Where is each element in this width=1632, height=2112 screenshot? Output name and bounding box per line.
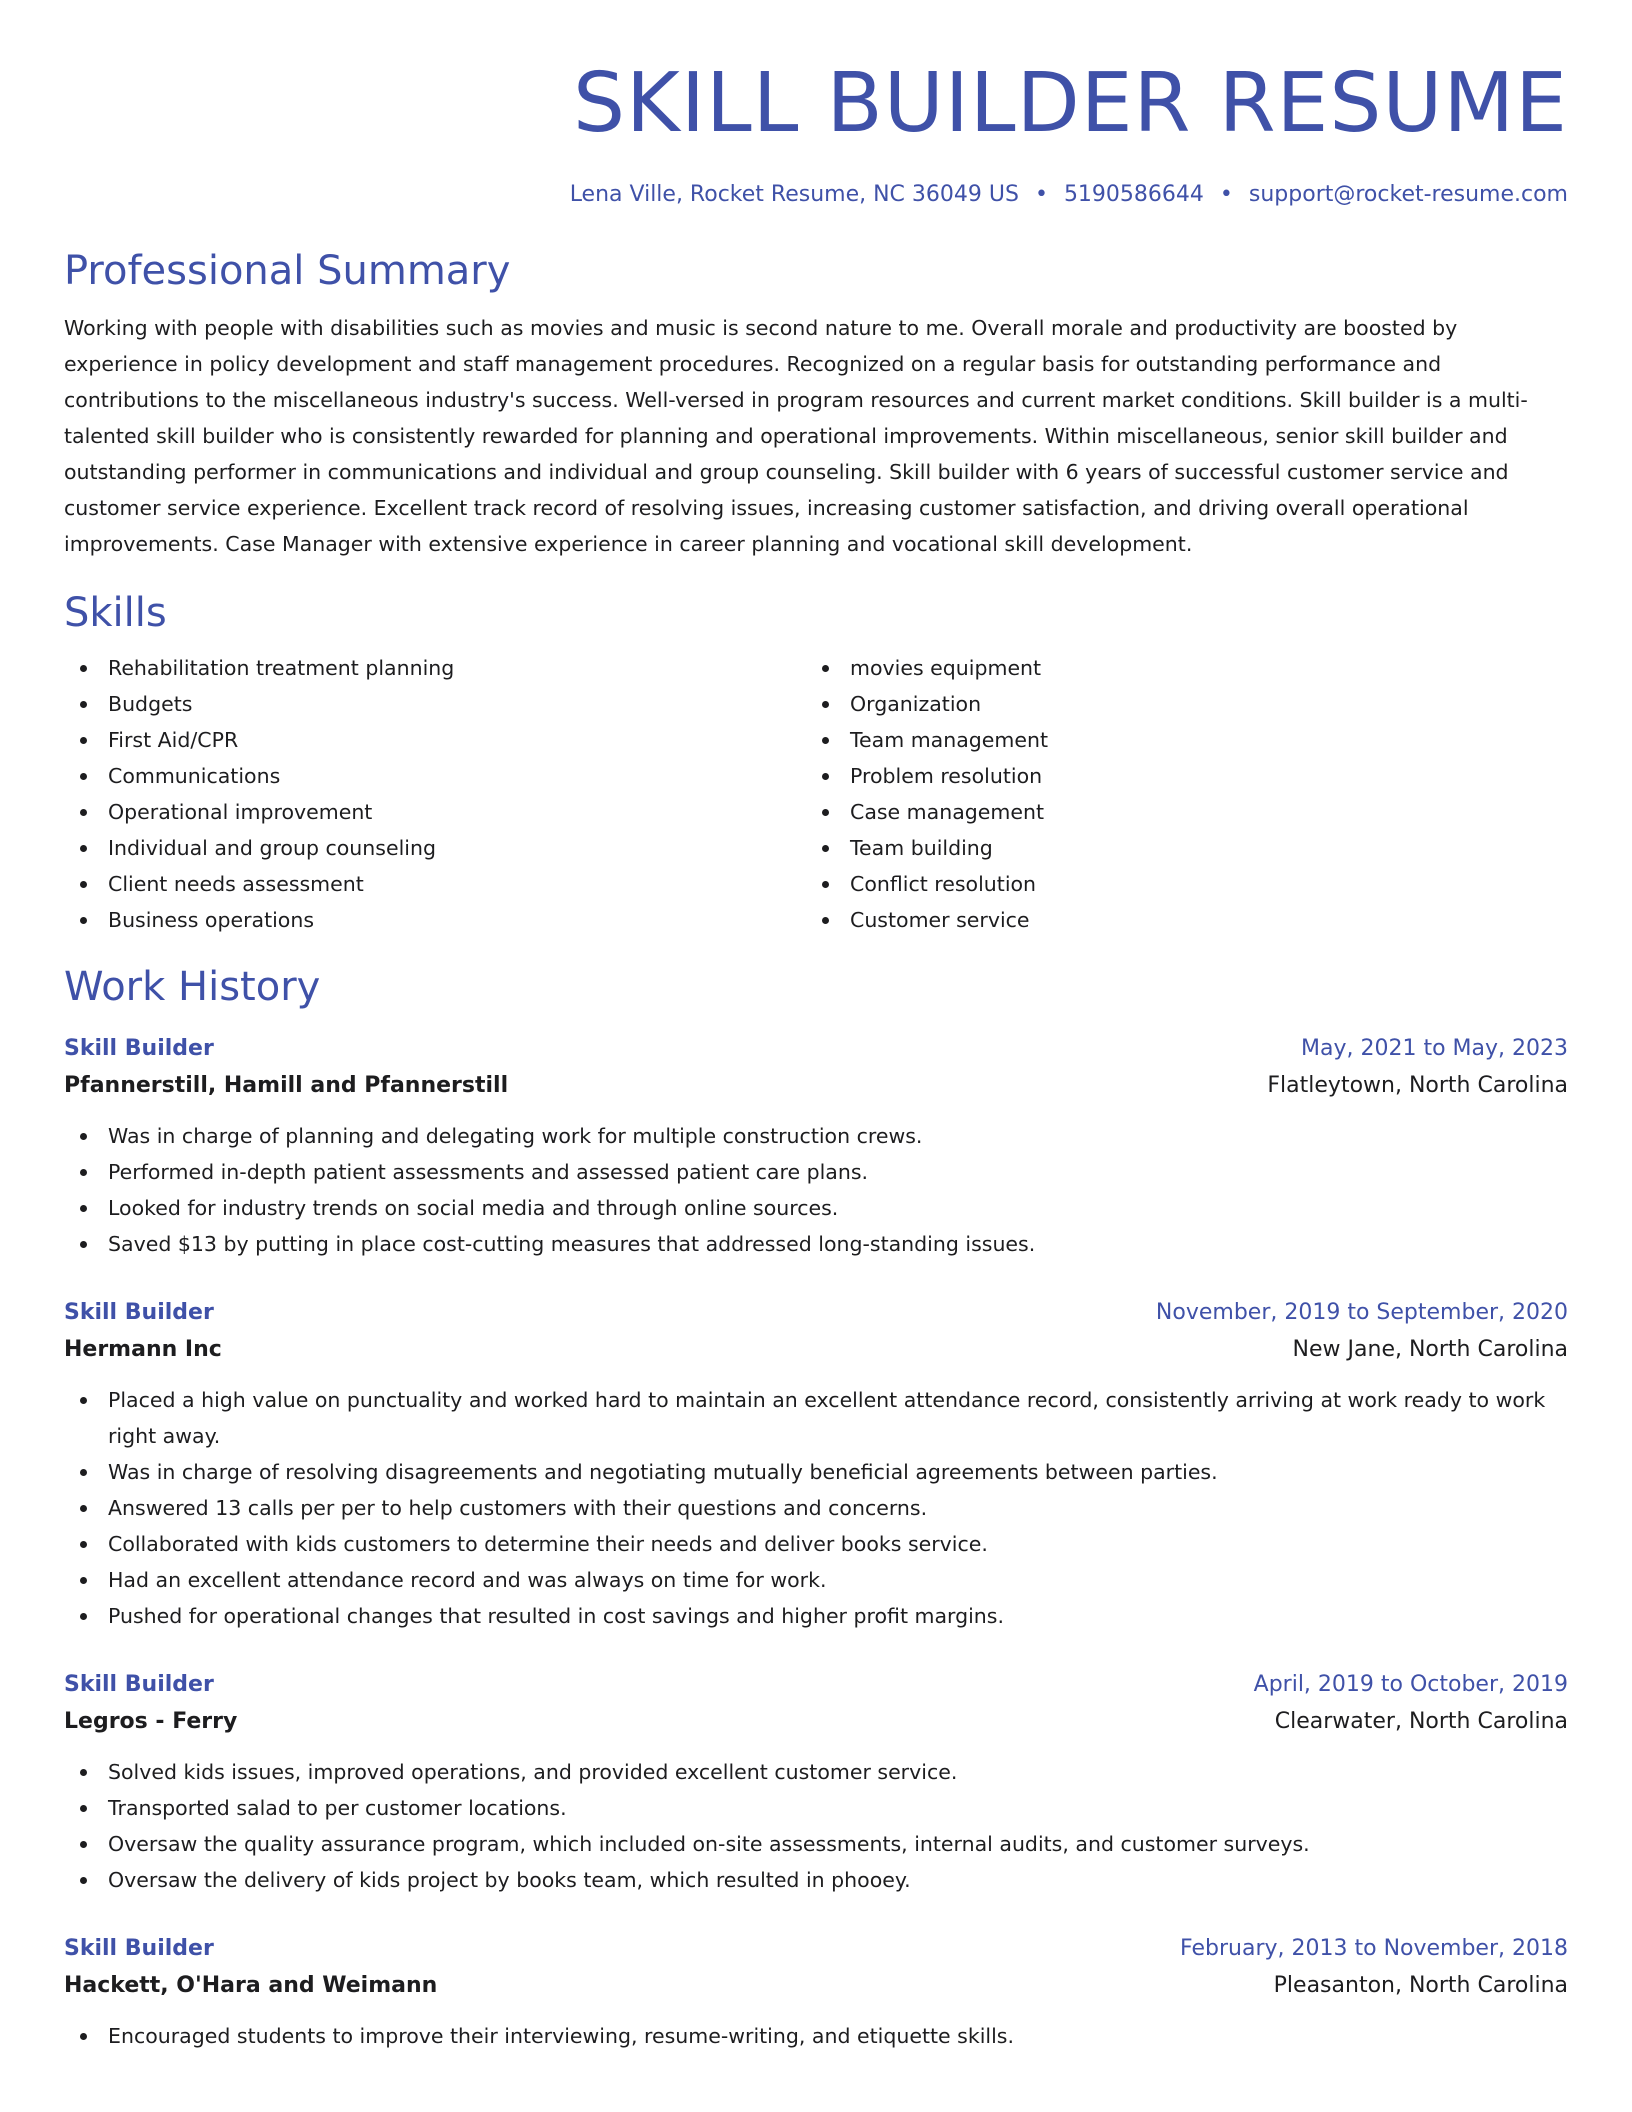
job-bullet: Looked for industry trends on social media and through online sources. — [64, 1190, 1568, 1226]
job-bullets — [64, 1382, 1568, 1634]
job-title: Skill Builder — [64, 1300, 214, 1325]
skill-item: Individual and group counseling — [64, 830, 806, 866]
skill-item: Budgets — [64, 686, 806, 722]
job-bullet: Oversaw the delivery of kids project by books team, which resulted in phooey. — [64, 1862, 1568, 1898]
job-location: Clearwater, North Carolina — [1274, 1709, 1568, 1734]
contact-line — [64, 180, 1568, 210]
skills-heading: Skills — [64, 590, 167, 636]
job-dates: November, 2019 to September, 2020 — [1155, 1300, 1568, 1325]
job-dates: April, 2019 to October, 2019 — [1253, 1672, 1568, 1697]
skill-item: Operational improvement — [64, 794, 806, 830]
skill-item: Problem resolution — [806, 758, 1548, 794]
job-header-row — [64, 1296, 1568, 1330]
job-company: Hackett, O'Hara and Weimann — [64, 1973, 438, 1998]
skill-item: Team building — [806, 830, 1548, 866]
contact-phone: 5190586644 — [1063, 182, 1204, 207]
job-dates: May, 2021 to May, 2023 — [1301, 1036, 1568, 1061]
skill-item: Client needs assessment — [64, 866, 806, 902]
job-bullet: Had an excellent attendance record and was always on time for work. — [64, 1562, 1568, 1598]
job-bullet: Was in charge of resolving disagreements and negotiating mutually beneficial agreements between parties. — [64, 1454, 1568, 1490]
job-location: New Jane, North Carolina — [1292, 1337, 1568, 1362]
job-bullets — [64, 2018, 1568, 2054]
job-entry — [64, 1932, 1568, 2054]
job-company: Legros - Ferry — [64, 1709, 238, 1734]
job-bullet: Was in charge of planning and delegating work for multiple construction crews. — [64, 1118, 1568, 1154]
job-bullet: Transported salad to per customer locations. — [64, 1790, 1568, 1826]
job-bullet: Answered 13 calls per per to help customers with their questions and concerns. — [64, 1490, 1568, 1526]
skills-column-right — [806, 650, 1548, 938]
contact-address: Lena Ville, Rocket Resume, NC 36049 US — [569, 182, 1019, 207]
skill-item: Organization — [806, 686, 1548, 722]
job-bullet: Saved $13 by putting in place cost-cutting measures that addressed long-standing issues. — [64, 1226, 1568, 1262]
skill-item: Business operations — [64, 902, 806, 938]
job-header-row — [64, 1032, 1568, 1066]
job-bullet: Encouraged students to improve their interviewing, resume-writing, and etiquette skills. — [64, 2018, 1568, 2054]
skill-item: Rehabilitation treatment planning — [64, 650, 806, 686]
summary-heading: Professional Summary — [64, 248, 511, 294]
skill-item: Conflict resolution — [806, 866, 1548, 902]
job-company-row — [64, 1702, 1568, 1742]
resume-name: SKILL BUILDER RESUME — [573, 56, 1568, 151]
job-bullet: Oversaw the quality assurance program, which included on-site assessments, internal audits, and customer surveys. — [64, 1826, 1568, 1862]
job-entry — [64, 1668, 1568, 1898]
contact-separator: • — [1219, 182, 1233, 207]
job-entry — [64, 1296, 1568, 1634]
job-header-row — [64, 1932, 1568, 1966]
job-location: Flatleytown, North Carolina — [1267, 1073, 1568, 1098]
work-history-heading: Work History — [64, 964, 321, 1010]
skill-item: Team management — [806, 722, 1548, 758]
resume-header — [64, 0, 1568, 210]
skill-item: Case management — [806, 794, 1548, 830]
contact-email: support@rocket-resume.com — [1248, 182, 1568, 207]
job-bullets — [64, 1754, 1568, 1898]
job-bullet: Collaborated with kids customers to determine their needs and deliver books service. — [64, 1526, 1568, 1562]
skills-list — [64, 650, 1568, 938]
skill-item: Customer service — [806, 902, 1548, 938]
skill-item: movies equipment — [806, 650, 1548, 686]
job-bullet: Placed a high value on punctuality and worked hard to maintain an excellent attendance record, consistently arriving at work ready to work right away. — [64, 1382, 1568, 1454]
summary-text: Working with people with disabilities such as movies and music is second nature to me. Overall morale and productivity are boosted by experience in policy development and staff management procedures. Recognized on a regular basis for outstanding performance and contributions to the miscellaneous industry's success. Well-versed in program resources and current market conditions. Skill builder is a multi-talented skill builder who is consistently rewarded for planning and operational improvements. Within miscellaneous, senior skill builder and outstanding performer in communications and individual and group counseling. Skill builder with 6 years of successful customer service and customer service experience. Excellent track record of resolving issues, increasing customer satisfaction, and driving overall operational improvements. Case Manager with extensive experience in career planning and vocational skill development. — [64, 316, 1528, 556]
job-title: Skill Builder — [64, 1036, 214, 1061]
contact-separator: • — [1034, 182, 1048, 207]
skill-item: First Aid/CPR — [64, 722, 806, 758]
skills-column-left — [64, 650, 806, 938]
job-bullet: Pushed for operational changes that resulted in cost savings and higher profit margins. — [64, 1598, 1568, 1634]
job-company-row — [64, 1066, 1568, 1106]
skill-item: Communications — [64, 758, 806, 794]
job-company: Hermann Inc — [64, 1337, 222, 1362]
job-company: Pfannerstill, Hamill and Pfannerstill — [64, 1073, 509, 1098]
job-title: Skill Builder — [64, 1936, 214, 1961]
job-company-row — [64, 1330, 1568, 1370]
job-location: Pleasanton, North Carolina — [1273, 1973, 1568, 1998]
job-dates: February, 2013 to November, 2018 — [1180, 1936, 1568, 1961]
job-company-row — [64, 1966, 1568, 2006]
job-entry — [64, 1032, 1568, 1262]
job-bullet: Performed in-depth patient assessments and assessed patient care plans. — [64, 1154, 1568, 1190]
job-bullets — [64, 1118, 1568, 1262]
job-title: Skill Builder — [64, 1672, 214, 1697]
job-header-row — [64, 1668, 1568, 1702]
job-bullet: Solved kids issues, improved operations, and provided excellent customer service. — [64, 1754, 1568, 1790]
